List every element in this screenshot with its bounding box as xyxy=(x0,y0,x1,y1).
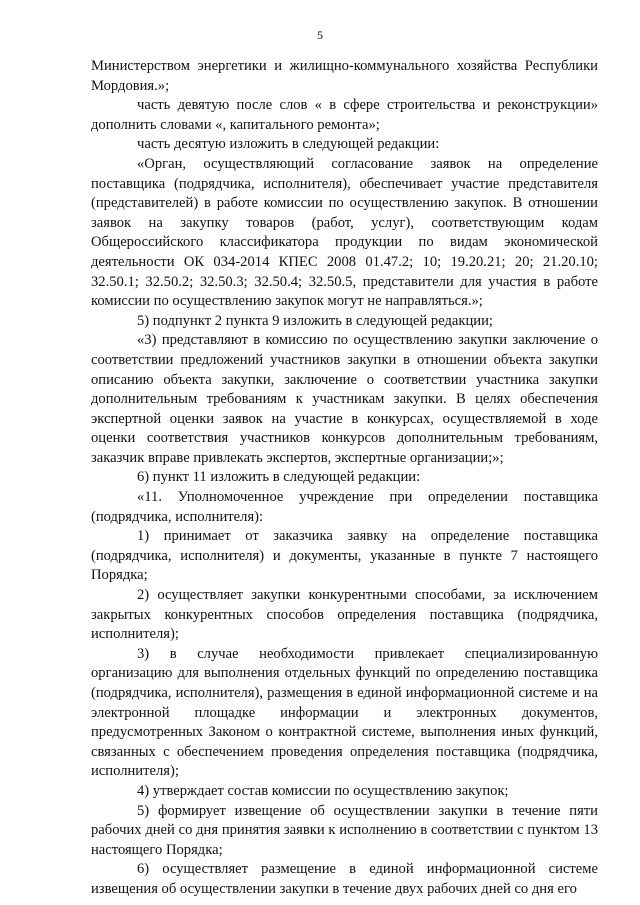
paragraph-subitem-6: 6) осуществляет размещение в единой информационной системе извещения об осуществлении закупки в течение двух рабочих дней со дня его xyxy=(91,861,598,897)
page-number: 5 xyxy=(317,28,323,42)
paragraph-quoted-subitem-3: «3) представляют в комиссию по осуществлению закупки заключение о соответствии предложений участников закупки в отношении объекта закупки описанию объекта закупки, заключение о соответствии участника закупки дополнительным требованиям к участникам закупки. В целях обеспечения экспертной оценки заявок на участие в конкурсах, осуществляемой в ходе оценки соответствия участников конкурсов дополнительным требованиям, заказчик вправе привлекать экспертов, экспертные организации;»; xyxy=(91,332,598,466)
paragraph-quoted-point-11: «11. Уполномоченное учреждение при определении поставщика (подрядчика, исполнителя): xyxy=(91,489,598,525)
paragraph-item-5: 5) подпункт 2 пункта 9 изложить в следующей редакции; xyxy=(137,312,493,329)
paragraph-subitem-3: 3) в случае необходимости привлекает специализированную организацию для выполнения отдельных функций по определению поставщика (подрядчика, исполнителя), размещения в единой информационной системе и на электронной площадке информации и электронных документов, предусмотренных Законом о контрактной системе, выполнения иных функций, связанных с обеспечением проведения определения поставщика (подрядчика, исполнителя); xyxy=(91,645,598,780)
paragraph-subitem-2: 2) осуществляет закупки конкурентными способами, за исключением закрытых конкурентных способов определения поставщика (подрядчика, исполнителя); xyxy=(91,587,598,643)
paragraph-continuation: Министерством энергетики и жилищно-коммунального хозяйства Республики Мордовия.»; xyxy=(91,58,598,94)
paragraph-amendment-part-nine: часть девятую после слов « в сфере строительства и реконструкции» дополнить словами «, капитального ремонта»; xyxy=(91,97,598,133)
paragraph-amendment-part-ten: часть десятую изложить в следующей редакции: xyxy=(137,136,440,153)
paragraph-subitem-5: 5) формирует извещение об осуществлении закупки в течение пяти рабочих дней со дня принятия заявки к исполнению в соответствии с пунктом 13 настоящего Порядка; xyxy=(91,802,598,858)
paragraph-quoted-part-ten: «Орган, осуществляющий согласование заявок на определение поставщика (подрядчика, исполнителя), обеспечивает участие представителя (представителей) в работе комиссии по осуществлению закупок. В отношении заявок на закупку товаров (работ, услуг), соответствующим кодам Общероссийского классификатора продукции по видам экономической деятельности ОК 034-2014 КПЕС 2008 01.47.2; 10; 19.20.21; 20; 21.20.10; 32.50.1; 32.50.2; 32.50.3; 32.50.4; 32.50.5, представители для участия в работе комиссии по осуществлению закупок могут не направляться.»; xyxy=(91,155,598,310)
paragraph-subitem-1: 1) принимает от заказчика заявку на определение поставщика (подрядчика, исполнителя) и документы, указанные в пункте 7 настоящего Порядка; xyxy=(91,528,598,584)
paragraph-item-6: 6) пункт 11 изложить в следующей редакции: xyxy=(137,469,421,486)
document-body xyxy=(91,57,598,900)
paragraph-subitem-4: 4) утверждает состав комиссии по осуществлению закупок; xyxy=(137,782,509,799)
